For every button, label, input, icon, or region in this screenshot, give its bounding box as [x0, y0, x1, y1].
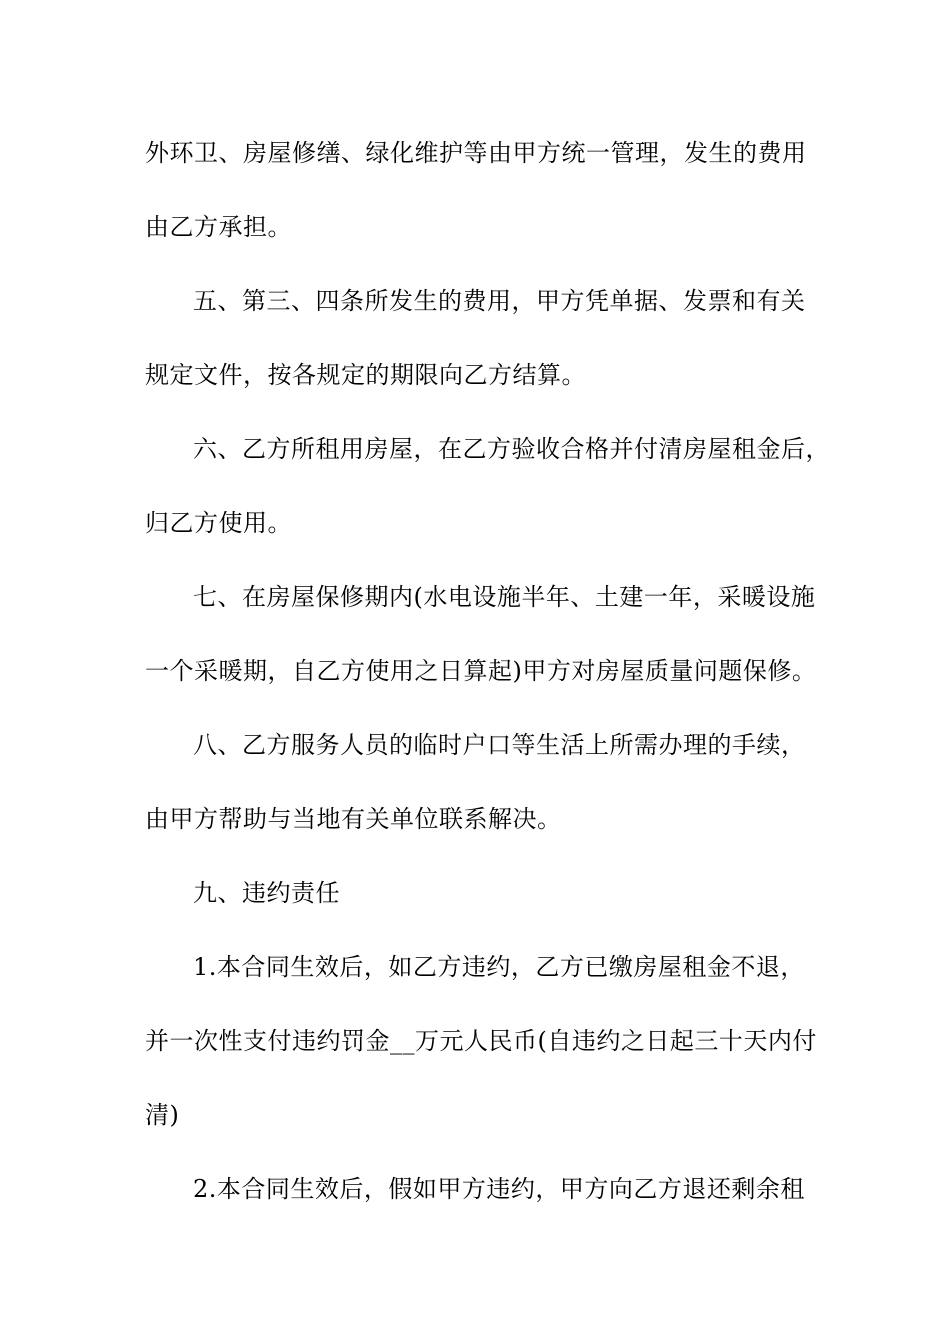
text-line: 清) [145, 1101, 180, 1129]
text-line: 规定文件，按各规定的期限向乙方结算。 [145, 361, 586, 389]
text-line: 由乙方承担。 [145, 213, 292, 241]
text-line: 由甲方帮助与当地有关单位联系解决。 [145, 805, 562, 833]
text-line: 外环卫、房屋修缮、绿化维护等由甲方统一管理，发生的费用 [145, 139, 807, 167]
text-line-paragraph-start: 五、第三、四条所发生的费用，甲方凭单据、发票和有关 [193, 287, 806, 315]
text-line-paragraph-start: 1.本合同生效后，如乙方违约，乙方已缴房屋租金不退， [193, 953, 805, 981]
text-line: 一个采暖期，自乙方使用之日算起)甲方对房屋质量问题保修。 [145, 657, 817, 685]
text-line: 归乙方使用。 [145, 509, 292, 537]
text-line-paragraph-start: 2.本合同生效后，假如甲方违约，甲方向乙方退还剩余租 [193, 1175, 805, 1203]
text-line: 并一次性支付违约罚金__万元人民币(自违约之日起三十天内付 [145, 1027, 817, 1055]
section-heading: 九、违约责任 [193, 879, 340, 907]
text-line-paragraph-start: 七、在房屋保修期内(水电设施半年、土建一年，采暖设施 [193, 583, 816, 611]
text-line-paragraph-start: 六、乙方所租用房屋，在乙方验收合格并付清房屋租金后， [193, 435, 830, 463]
text-line-paragraph-start: 八、乙方服务人员的临时户口等生活上所需办理的手续， [193, 731, 806, 759]
